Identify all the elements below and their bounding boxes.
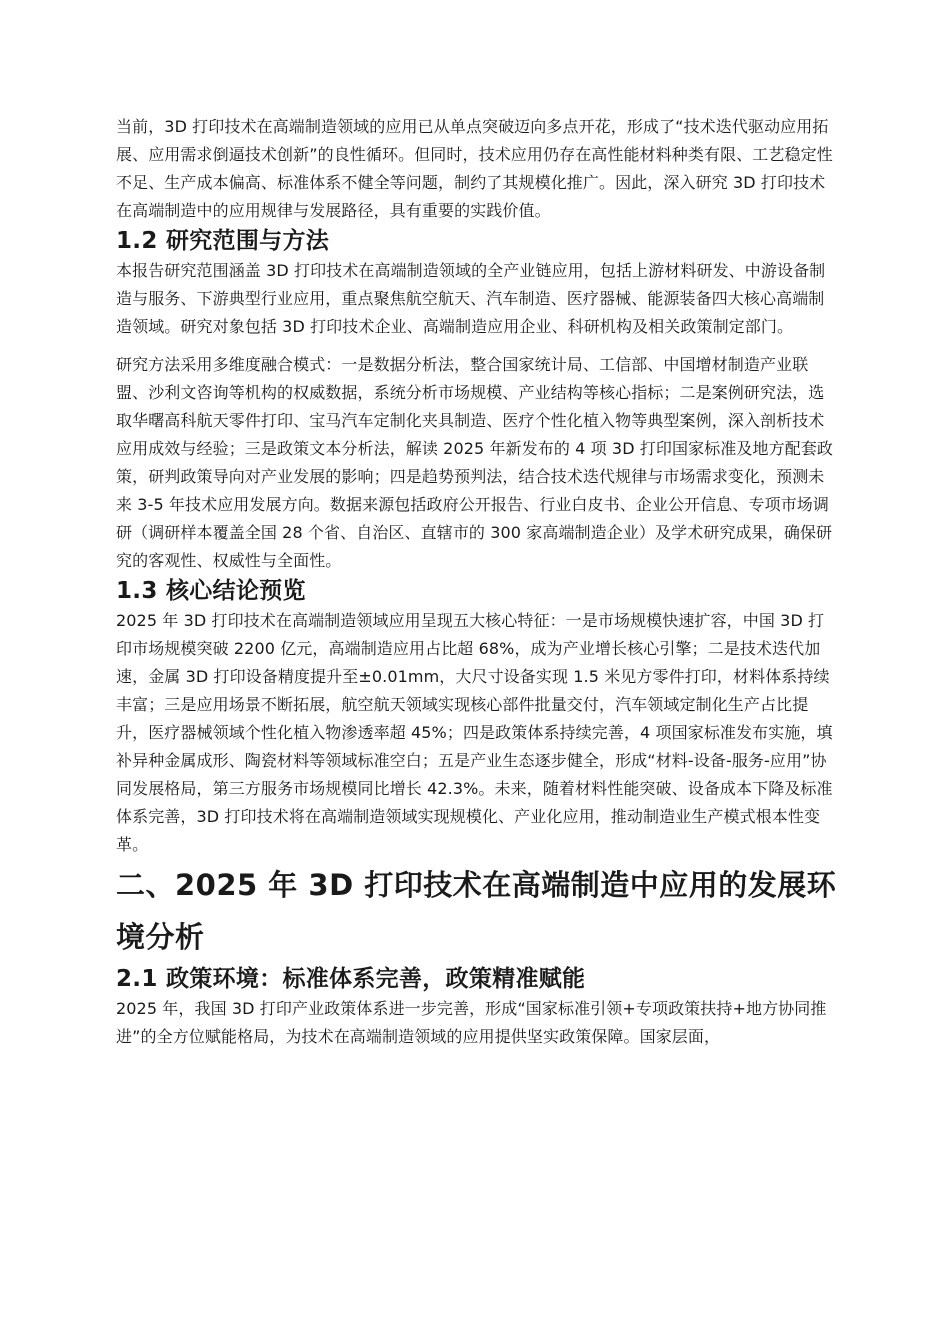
section-1-2-paragraph-2: 研究方法采用多维度融合模式：一是数据分析法，整合国家统计局、工信部、中国增材制造产业联盟、沙利文咨询等机构的权威数据，系统分析市场规模、产业结构等核心指标；二是案例研究法，选取华曙高科航天零件打印、宝马汽车定制化夹具制造、医疗个性化植入物等典型案例，深入剖析技术应用成效与经验；三是政策文本分析法，解读 2025 年新发布的 4 项 3D 打印国家标准及地方配套政策，研判政策导向对产业发展的影响；四是趋势预判法，结合技术迭代规律与市场需求变化，预测未来 3-5 年技术应用发展方向。数据来源包括政府公开报告、行业白皮书、企业公开信息、专项市场调研（调研样本覆盖全国 28 个省、自治区、直辖市的 300 家高端制造企业）及学术研究成果，确保研究的客观性、权威性与全面性。 [116, 355, 834, 570]
section-1-3-heading: 1.3 核心结论预览 [116, 578, 306, 604]
section-1-2-paragraph-1: 本报告研究范围涵盖 3D 打印技术在高端制造领域的全产业链应用，包括上游材料研发、中游设备制造与服务、下游典型行业应用，重点聚焦航空航天、汽车制造、医疗器械、能源装备四大核心高端制造领域。研究对象包括 3D 打印技术企业、高端制造应用企业、科研机构及相关政策制定部门。 [116, 261, 826, 336]
section-1-2-heading: 1.2 研究范围与方法 [116, 228, 330, 254]
intro-paragraph: 当前，3D 打印技术在高端制造领域的应用已从单点突破迈向多点开花，形成了“技术迭代驱动应用拓展、应用需求倒逼技术创新”的良性循环。但同时，技术应用仍存在高性能材料种类有限、工艺稳定性不足、生产成本偏高、标准体系不健全等问题，制约了其规模化推广。因此，深入研究 3D 打印技术在高端制造中的应用规律与发展路径，具有重要的实践价值。 [116, 117, 833, 220]
section-1-3-paragraph: 2025 年 3D 打印技术在高端制造领域应用呈现五大核心特征：一是市场规模快速扩容，中国 3D 打印市场规模突破 2200 亿元，高端制造应用占比超 68%，成为产业增长核心引擎；二是技术迭代加速，金属 3D 打印设备精度提升至±0.01mm，大尺寸设备实现 1.5 米见方零件打印，材料体系持续丰富；三是应用场景不断拓展，航空航天领域实现核心部件批量交付，汽车领域定制化生产占比提升，医疗器械领域个性化植入物渗透率超 45%；四是政策体系持续完善，4 项国家标准发布实施，填补异种金属成形、陶瓷材料等领域标准空白；五是产业生态逐步健全，形成“材料-设备-服务-应用”协同发展格局，第三方服务市场规模同比增长 42.3%。未来，随着材料性能突破、设备成本下降及标准体系完善，3D 打印技术将在高端制造领域实现规模化、产业化应用，推动制造业生产模式根本性变革。 [116, 611, 833, 854]
document-page [116, 113, 838, 1051]
chapter-2-heading: 二、2025 年 3D 打印技术在高端制造中应用的发展环境分析 [116, 868, 837, 954]
section-2-1-paragraph: 2025 年，我国 3D 打印产业政策体系进一步完善，形成“国家标准引领+专项政策扶持+地方协同推进”的全方位赋能格局，为技术在高端制造领域的应用提供坚实政策保障。国家层面， [116, 999, 827, 1046]
section-2-1-heading: 2.1 政策环境：标准体系完善，政策精准赋能 [116, 966, 586, 992]
